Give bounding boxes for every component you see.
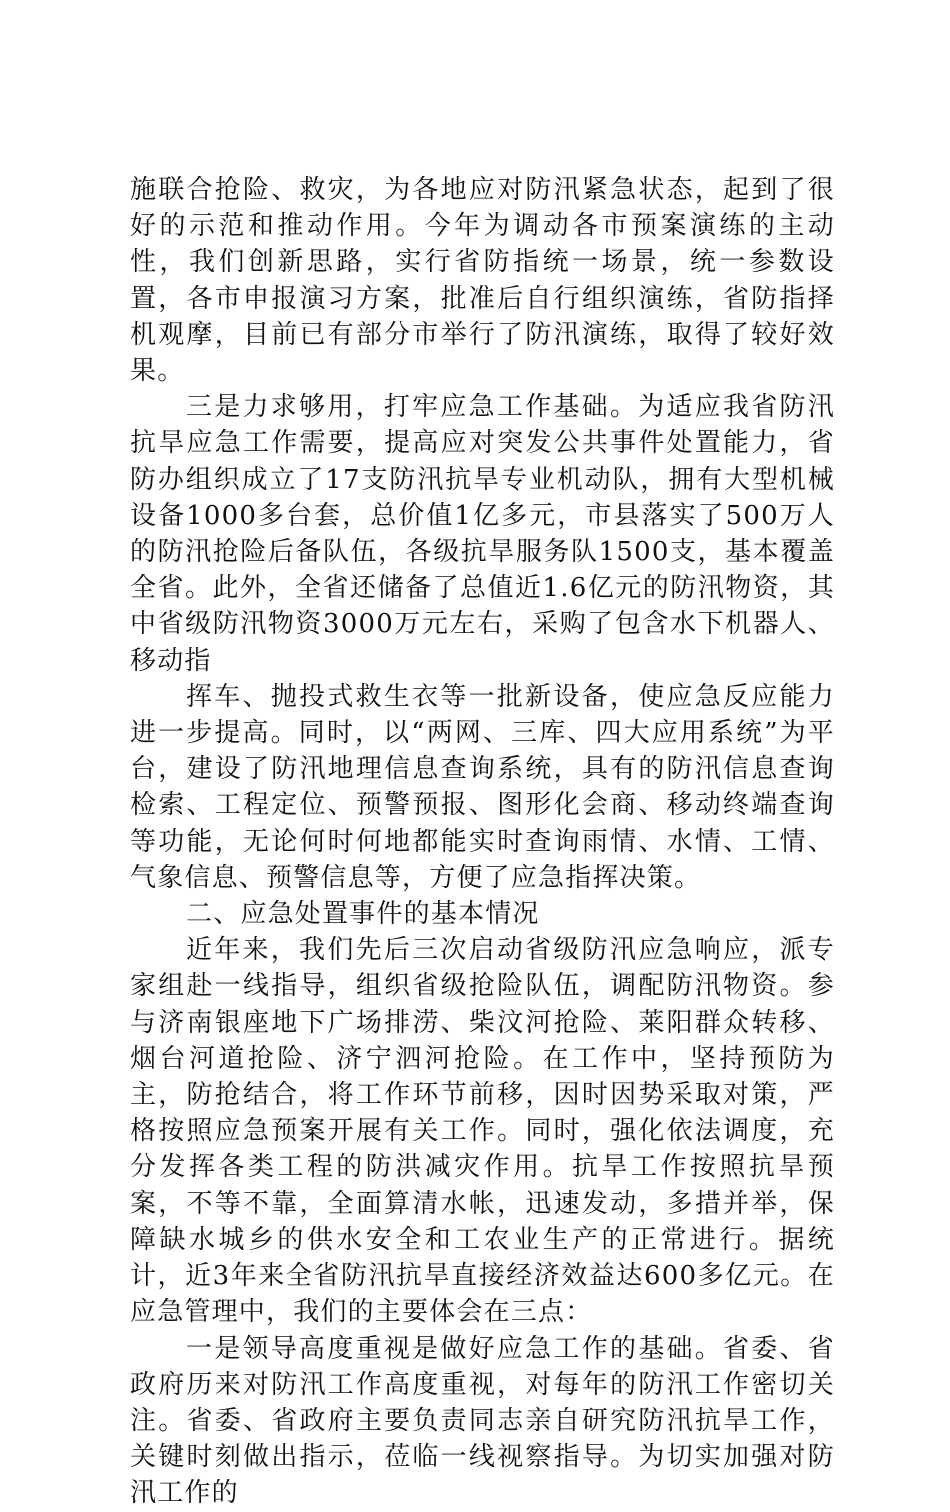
paragraph-emergency-response-summary: 近年来，我们先后三次启动省级防汛应急响应，派专家组赴一线指导，组织省级抢险队伍，调配防汛物资。参与济南银座地下广场排涝、柴汶河抢险、莱阳群众转移、烟台河道抢险、济宁泗河抢险。在工作中，坚持预防为主，防抢结合，将工作环节前移，因时因势采取对策，严格按照应急预案开展有关工作。同时，强化依法调度，充分发挥各类工程的防洪减灾作用。抗旱工作按照抗旱预案，不等不靠，全面算清水帐，迅速发动，多措并举，保障缺水城乡的供水安全和工农业生产的正常进行。据统计，近3年来全省防汛抗旱直接经济效益达600多亿元。在应急管理中，我们的主要体会在三点： [130, 935, 835, 1328]
document-body [130, 172, 835, 1512]
section-heading-emergency-events: 二、应急处置事件的基本情况 [186, 899, 540, 930]
paragraph-continuation-drills: 施联合抢险、救灾，为各地应对防汛紧急状态，起到了很好的示范和推动作用。今年为调动各市预案演练的主动性，我们创新思路，实行省防指统一场景，统一参数设置，各市申报演习方案，批准后自行组织演练，省防指择机观摩，目前已有部分市举行了防汛演练，取得了较好效果。 [130, 175, 835, 387]
paragraph-point-three-resources: 三是力求够用，打牢应急工作基础。为适应我省防汛抗旱应急工作需要，提高应对突发公共事件处置能力，省防办组织成立了17支防汛抗旱专业机动队，拥有大型机械设备1000多台套，总价值1亿多元，市县落实了500万人的防汛抢险后备队伍，各级抗旱服务队1500支，基本覆盖全省。此外，全省还储备了总值近1.6亿元的防汛物资，其中省级防汛物资3000万元左右，采购了包含水下机器人、移动指 [130, 392, 835, 676]
paragraph-equipment-systems: 挥车、抛投式救生衣等一批新设备，使应急反应能力进一步提高。同时，以“两网、三库、四大应用系统”为平台，建设了防汛地理信息查询系统，具有的防汛信息查询检索、工程定位、预警预报、图形化会商、移动终端查询等功能，无论何时何地都能实时查询雨情、水情、工情、气象信息、预警信息等，方便了应急指挥决策。 [130, 681, 835, 893]
paragraph-point-one-leadership: 一是领导高度重视是做好应急工作的基础。省委、省政府历来对防汛工作高度重视，对每年的防汛工作密切关注。省委、省政府主要负责同志亲自研究防汛抗旱工作，关键时刻做出指示，莅临一线视察指导。为切实加强对防汛工作的 [130, 1333, 835, 1509]
